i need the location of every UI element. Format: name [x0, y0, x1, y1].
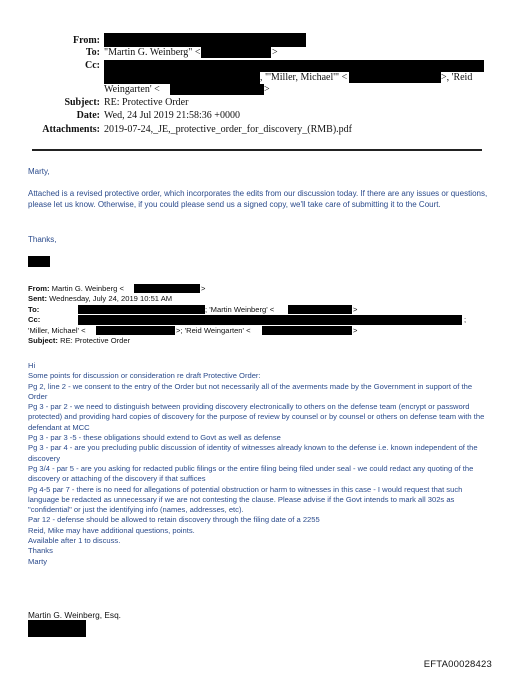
quoted-cc-close: >: [353, 326, 358, 335]
signature-name: Martin G. Weinberg, Esq.: [28, 610, 121, 620]
points-list: [28, 361, 490, 567]
to-value: "Martin G. Weinberg" <: [104, 47, 201, 58]
redacted-signature-block: [28, 620, 86, 637]
redacted-block: [78, 315, 462, 325]
to-close: >: [272, 47, 278, 58]
quoted-from-close: >: [201, 284, 206, 293]
list-item: Thanks: [28, 546, 53, 556]
quoted-cc-label-text: Cc:: [28, 315, 41, 324]
redacted-block: [134, 284, 200, 293]
quoted-subject: [28, 336, 130, 346]
cc-label: Cc:: [85, 60, 100, 71]
subject-value: RE: Protective Order: [104, 97, 189, 108]
list-item: Pg 4-5 par 7 - there is no need for allegations of potential obstruction or harm to witnesses in this case - I would request that such language be redacted as unnecessary if we are not contesting the clause. Please advise if the Govt intends to mark all 302s as "confidential" or just the identifying info (names, addresses, etc).: [28, 484, 463, 515]
quoted-to-label: [28, 305, 39, 315]
document-id: EFTA00028423: [423, 659, 492, 670]
redacted-block: [262, 326, 352, 335]
list-item: Par 12 - defense should be allowed to retain discovery through the filing date of a 2255: [28, 515, 320, 525]
quoted-to-close: >: [353, 305, 358, 314]
list-item: Pg 3 - par 4 - are you precluding public discussion of identity of witnesses already known to the defense i.e. known independent of the discovery: [28, 443, 478, 463]
list-item: Available after 1 to discuss.: [28, 536, 121, 546]
reply-paragraph: Attached is a revised protective order, which incorporates the edits from our discussion today. If there are any issues or questions, please let us know. Otherwise, if you could please send us a signed copy, we'll take care of submitting it to the Court.: [28, 189, 488, 210]
list-item: Marty: [28, 556, 47, 566]
quoted-to-mid: ; 'Martin Weinberg' <: [205, 305, 275, 314]
date-label: Date:: [76, 110, 100, 121]
redacted-signature: [28, 256, 50, 267]
cc-close: >: [264, 84, 270, 95]
quoted-from: [28, 284, 124, 294]
attachments-value: 2019-07-24,_JE,_protective_order_for_discovery_(RMB).pdf: [104, 124, 352, 135]
list-item: Pg 2, line 2 - we consent to the entry of the Order but not necessarily all of the averments made by the Government in support of the Order: [28, 381, 473, 401]
cc-weingarten: Weingarten' <: [104, 84, 160, 95]
subject-label: Subject:: [64, 97, 100, 108]
redacted-block: [288, 305, 352, 314]
redacted-block: [104, 60, 484, 72]
cc-reid: >, 'Reid: [441, 72, 473, 83]
redacted-block: [201, 47, 271, 58]
header-divider: [32, 149, 482, 151]
quoted-cc-miller: 'Miller, Michael' <: [28, 326, 86, 335]
redacted-block: [104, 33, 306, 47]
redacted-block: [170, 84, 264, 95]
list-item: Reid, Mike may have additional questions, points.: [28, 525, 195, 535]
to-label: To:: [85, 47, 100, 58]
attachments-label: Attachments:: [42, 124, 100, 135]
quoted-subject-label: Subject:: [28, 336, 58, 345]
list-item: Pg 3 - par 2 - we need to distinguish between providing discovery electronically to others on the defense team (encrypt or password protected) and providing hard copies of discovery for the purpose of review by counsel or by counsel or others on defense team with the defendant at MCC: [28, 402, 485, 432]
date-value: Wed, 24 Jul 2019 21:58:36 +0000: [104, 110, 240, 121]
redacted-block: [349, 72, 441, 83]
quoted-cc-reid: >; 'Reid Weingarten' <: [176, 326, 251, 335]
redacted-block: [96, 326, 175, 335]
redacted-block: [104, 72, 260, 84]
list-item: Pg 3 - par 3 -5 - these obligations should extend to Govt as well as defense: [28, 433, 281, 443]
reply-closing: Thanks,: [28, 235, 57, 244]
quoted-sent-value: Wednesday, July 24, 2019 10:51 AM: [49, 294, 173, 303]
quoted-to-label-text: To:: [28, 305, 40, 314]
quoted-subject-value: RE: Protective Order: [60, 336, 131, 345]
list-item: Some points for discussion or consideration re draft Protective Order:: [28, 371, 261, 381]
quoted-from-label: From:: [28, 284, 50, 293]
quoted-from-value: Martin G. Weinberg <: [51, 284, 124, 293]
from-label: From:: [72, 35, 100, 46]
list-item: Hi: [28, 361, 36, 370]
list-item: Pg 3/4 - par 5 - are you asking for redacted public filings or the entire filing being filed under seal - we could redact any quoting of the discovery or attaching of the discovery if that suffices: [28, 463, 474, 484]
quoted-cc-semicolon: ;: [464, 315, 467, 324]
quoted-cc-label: [28, 315, 40, 325]
redacted-block: [78, 305, 205, 314]
cc-miller: , "'Miller, Michael'" <: [260, 72, 348, 83]
quoted-sent-label: Sent:: [28, 294, 47, 303]
quoted-sent: [28, 294, 172, 304]
reply-greeting: Marty,: [28, 167, 50, 176]
